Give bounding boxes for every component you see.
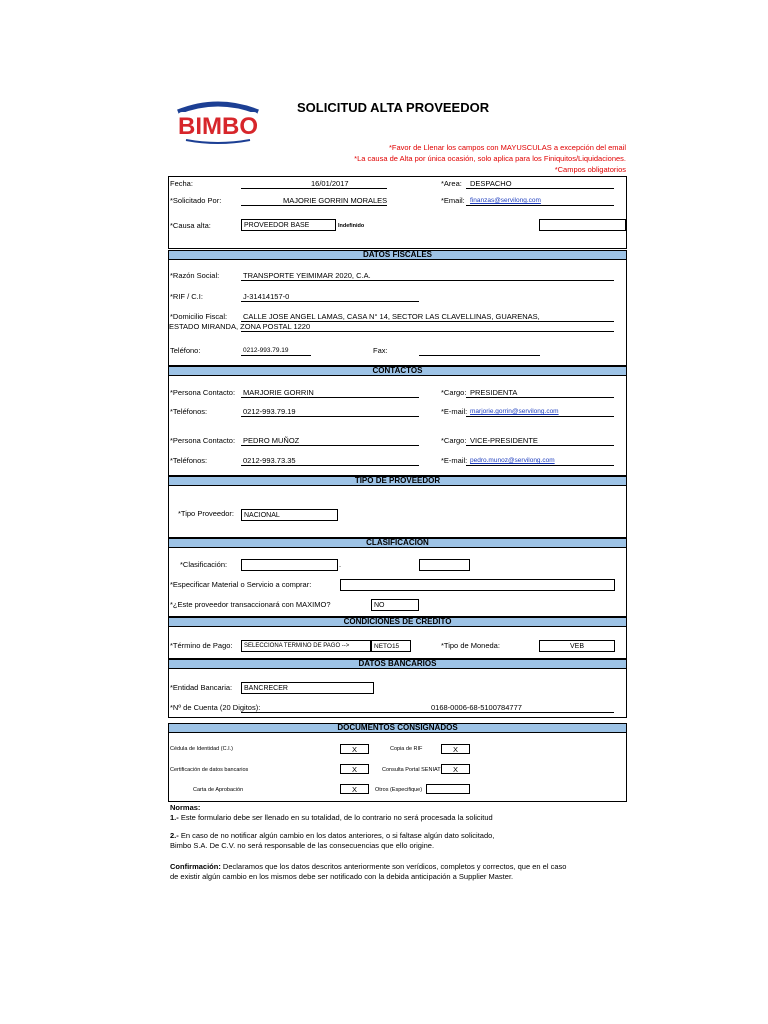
contacto1-cargo: PRESIDENTA <box>470 388 518 397</box>
bimbo-logo-graphic <box>176 100 260 146</box>
norma-1-text: Este formulario debe ser llenado en su totalidad, de lo contrario no será procesada la solicitud <box>178 813 493 822</box>
causa-alta-select[interactable]: PROVEEDOR BASE <box>241 219 336 231</box>
domicilio-line1: CALLE JOSE ANGEL LAMAS, CASA N° 14, SECTOR LAS CLAVELLINAS, GUARENAS, <box>243 312 540 321</box>
maximo-select[interactable]: NO <box>371 599 419 611</box>
norma-2-num: 2.- <box>170 831 179 840</box>
section-header-fiscales: DATOS FISCALES <box>168 250 627 260</box>
clasificacion-select[interactable] <box>241 559 338 571</box>
especificar-field[interactable] <box>340 579 615 591</box>
contacto2-tel-field[interactable] <box>241 465 419 466</box>
norma-2 <box>170 831 494 841</box>
fecha-value: 16/01/2017 <box>311 179 349 188</box>
confirmacion-text-b: de existir algún cambio en los mismos debe ser notificado con la debida anticipación a Supplier Master. <box>170 872 514 881</box>
solicitado-value: MAJORIE GORRIN MORALES <box>283 196 388 205</box>
email-value[interactable]: finanzas@servilong.com <box>470 197 541 204</box>
solicitado-field[interactable] <box>241 205 387 206</box>
note-campos-obligatorios: *Campos obligatorios <box>554 165 626 174</box>
note-mayusculas: *Favor de Llenar los campos con MAYUSCULAS a excepción del email <box>388 143 626 152</box>
moneda-select[interactable]: VEB <box>539 640 615 652</box>
cuenta-label: *Nº de Cuenta (20 Digitos): <box>170 703 261 712</box>
contactos-section <box>168 375 627 476</box>
doc-cert-check[interactable]: X <box>340 764 369 774</box>
area-label: *Area: <box>441 179 462 188</box>
area-field[interactable] <box>466 188 614 189</box>
termino-label: *Término de Pago: <box>170 641 233 650</box>
contacto2-cargo: VICE-PRESIDENTE <box>470 436 538 445</box>
section-header-clasificacion: CLASIFICACION <box>168 538 627 548</box>
contacto1-persona-field[interactable] <box>241 397 419 398</box>
doc-rif-check[interactable]: X <box>441 744 470 754</box>
contacto1-persona-label: *Persona Contacto: <box>170 388 236 397</box>
entidad-select[interactable]: BANCRECER <box>241 682 374 694</box>
email-label: *Email: <box>441 196 465 205</box>
rif-value: J-31414157-0 <box>243 292 290 301</box>
contacto1-tel-label: *Teléfonos: <box>170 407 208 416</box>
doc-cedula-check[interactable]: X <box>340 744 369 754</box>
confirmacion-text-a: Declaramos que los datos descritos anteriormente son verídicos, completos y correctos, que en el caso <box>220 862 567 871</box>
causa-extra-field[interactable] <box>539 219 626 231</box>
norma-1-num: 1.- <box>170 813 179 822</box>
contacto2-email-label: *E-mail: <box>441 456 468 465</box>
contacto1-persona: MARJORIE GORRIN <box>243 388 314 397</box>
page-title: SOLICITUD ALTA PROVEEDOR <box>297 100 490 115</box>
rif-field[interactable] <box>241 301 419 302</box>
tipo-section <box>168 485 627 538</box>
section-header-tipo: TIPO DE PROVEEDOR <box>168 476 627 486</box>
doc-cedula-label: Cédula de Identidad (C.I.) <box>170 746 233 752</box>
termino-pago-select[interactable]: NETO15 <box>371 640 411 652</box>
solicitado-label: *Solicitado Por: <box>170 196 222 205</box>
contacto2-email-field[interactable] <box>466 465 614 466</box>
doc-otros-check[interactable] <box>426 784 470 794</box>
normas-title: Normas: <box>170 803 201 812</box>
doc-rif-label: Copia de RIF <box>390 746 423 752</box>
bimbo-logo <box>176 100 260 146</box>
fecha-label: Fecha: <box>170 179 193 188</box>
domicilio-field-2[interactable] <box>241 331 614 332</box>
clasificacion-dot: . <box>339 560 342 569</box>
causa-label: *Causa alta: <box>170 221 211 230</box>
confirmacion-label: Confirmación: <box>170 862 221 871</box>
norma-2-text-b: Bimbo S.A. De C.V. no será responsable de las consecuencias que ello origine. <box>170 841 435 850</box>
general-section <box>168 176 627 249</box>
rif-label: *RIF / C.I: <box>170 292 203 301</box>
clasificacion-label: *Clasificación: <box>180 560 228 569</box>
doc-otros-label: Otros (Especifique) <box>375 787 423 793</box>
domicilio-label: *Domicilio Fiscal: <box>170 312 228 321</box>
norma-2-text-a: En caso de no notificar algún cambio en los datos anteriores, o si faltase algún dato solicitado, <box>178 831 495 840</box>
doc-seniat-label: Consulta Portal SENIAT <box>382 767 441 773</box>
note-causa-alta: *La causa de Alta por única ocasión, solo aplica para los Finiquitos/Liquidaciones. <box>354 154 626 163</box>
contacto2-cargo-field[interactable] <box>466 445 614 446</box>
doc-carta-label: Carta de Aprobación <box>193 787 244 793</box>
telefono-value: 0212-993.79.19 <box>243 347 289 354</box>
domicilio-line2: ESTADO MIRANDA, ZONA POSTAL 1220 <box>169 322 311 331</box>
contacto1-cargo-field[interactable] <box>466 397 614 398</box>
confirmacion <box>170 862 566 872</box>
entidad-label: *Entidad Bancaria: <box>170 683 233 692</box>
fecha-field[interactable] <box>241 188 387 189</box>
fax-field[interactable] <box>419 355 540 356</box>
causa-extra: Indefinido <box>338 223 365 229</box>
maximo-label: *¿Este proveedor transaccionará con MAXIMO? <box>170 600 331 609</box>
contacto2-persona-label: *Persona Contacto: <box>170 436 236 445</box>
contacto1-tel: 0212-993.79.19 <box>243 407 296 416</box>
section-header-bancarios: DATOS BANCARIOS <box>168 659 627 669</box>
fax-label: Fax: <box>373 346 388 355</box>
clasificacion-extra[interactable] <box>419 559 470 571</box>
contacto1-email-label: *E-mail: <box>441 407 468 416</box>
contacto2-persona-field[interactable] <box>241 445 419 446</box>
tipo-proveedor-select[interactable]: NACIONAL <box>241 509 338 521</box>
contacto2-cargo-label: *Cargo: <box>441 436 467 445</box>
section-header-contactos: CONTACTOS <box>168 366 627 376</box>
razon-label: *Razón Social: <box>170 271 220 280</box>
doc-cert-label: Certificación de datos bancarios <box>170 767 249 773</box>
razon-value: TRANSPORTE YEIMIMAR 2020, C.A. <box>243 271 371 280</box>
contacto1-email-field[interactable] <box>466 416 614 417</box>
cuenta-field[interactable] <box>241 712 614 713</box>
norma-1 <box>170 813 493 823</box>
contacto2-email[interactable]: pedro.munoz@servilong.com <box>470 457 555 464</box>
contacto2-tel-label: *Teléfonos: <box>170 456 208 465</box>
telefono-label: Teléfono: <box>170 346 201 355</box>
section-header-documentos: DOCUMENTOS CONSIGNADOS <box>168 723 627 733</box>
especificar-label: *Especificar Material o Servicio a comprar: <box>170 580 312 589</box>
moneda-label: *Tipo de Moneda: <box>441 641 500 650</box>
contacto1-tel-field[interactable] <box>241 416 419 417</box>
area-value: DESPACHO <box>470 179 512 188</box>
contacto1-email[interactable]: marjorie.gorrin@servilong.com <box>470 408 559 415</box>
termino-pago-prompt: SELECCIONA TERMINO DE PAGO --> <box>241 640 371 652</box>
contacto2-tel: 0212-993.73.35 <box>243 456 296 465</box>
doc-seniat-check[interactable]: X <box>441 764 470 774</box>
doc-carta-check[interactable]: X <box>340 784 369 794</box>
domicilio-field[interactable] <box>241 321 614 322</box>
section-header-credito: CONDICIONES DE CREDITO <box>168 617 627 627</box>
email-field[interactable] <box>466 205 614 206</box>
razon-field[interactable] <box>241 280 614 281</box>
telefono-field[interactable] <box>241 355 311 356</box>
logo-text: BIMBO <box>178 113 258 140</box>
cuenta-value: 0168-0006-68-5100784777 <box>431 703 522 712</box>
contacto2-persona: PEDRO MUÑOZ <box>243 436 300 445</box>
tipo-label: *Tipo Proveedor: <box>178 509 235 518</box>
contacto1-cargo-label: *Cargo: <box>441 388 467 397</box>
